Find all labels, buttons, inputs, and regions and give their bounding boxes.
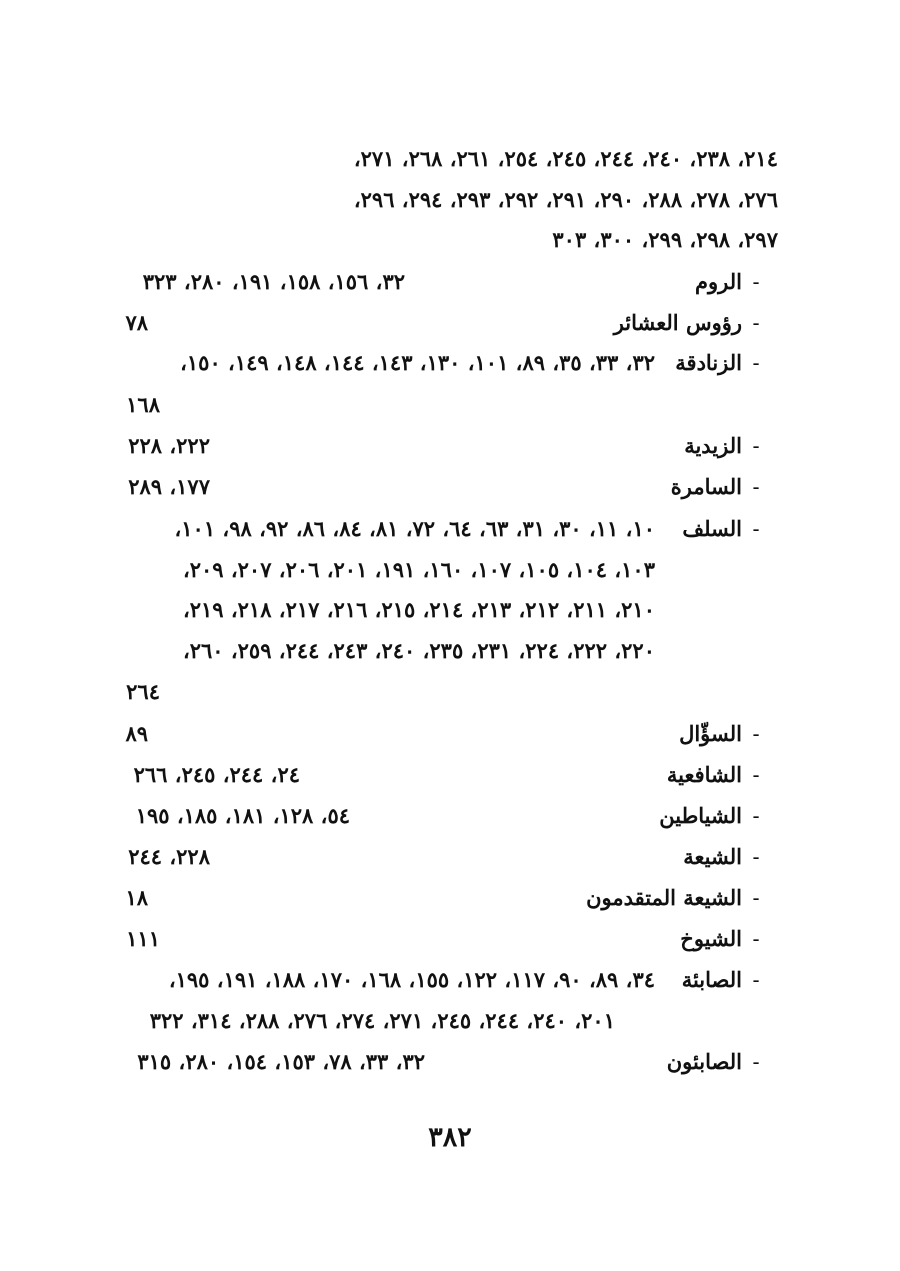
entry-term: الصابئون	[666, 1049, 742, 1074]
entry-dash: -	[752, 434, 760, 458]
entry-term: السؤّال	[679, 721, 742, 746]
index-entry	[0, 881, 900, 915]
entry-term: الشيعة المتقدمون	[586, 885, 742, 910]
index-entry	[0, 922, 900, 956]
entry-dash: -	[752, 886, 760, 910]
entry-term: الشيعة	[683, 844, 742, 869]
entry-dash: -	[752, 722, 760, 746]
index-line	[0, 553, 900, 587]
entry-term: الصابئة	[681, 967, 742, 992]
page-references: ٧٨	[125, 310, 148, 335]
page-number: ٣٨٢	[428, 1122, 472, 1153]
index-line	[0, 1004, 900, 1038]
entry-term: الشيوخ	[680, 926, 742, 951]
page-references: ٢٤، ٢٤٤، ٢٤٥، ٢٦٦	[133, 762, 300, 787]
page-references: ١٠، ١١، ٣٠، ٣١، ٦٣، ٦٤، ٧٢، ٨١، ٨٤، ٨٦، ٩٢، ٩٨، ١٠١،	[174, 516, 655, 541]
entry-term: الزنادقة	[675, 350, 742, 375]
entry-dash: -	[752, 270, 760, 294]
entry-term: الزيدية	[684, 433, 742, 458]
page-references: ٢٢٢، ٢٢٨	[128, 433, 210, 458]
index-entry	[0, 346, 900, 380]
page-references: ٢٢٨، ٢٤٤	[128, 844, 210, 869]
entry-term: الشافعية	[666, 762, 742, 787]
entry-dash: -	[752, 968, 760, 992]
page-references: ١٨	[125, 885, 148, 910]
index-line	[0, 675, 900, 709]
index-entry	[0, 758, 900, 792]
entry-term: السلف	[682, 516, 742, 541]
page-references: ٣٢، ١٥٦، ١٥٨، ١٩١، ٢٨٠، ٣٢٣	[142, 269, 405, 294]
page-references: ١٦٨	[126, 392, 160, 417]
page-references: ٢٦٤	[126, 679, 160, 704]
index-line	[0, 593, 900, 627]
entry-dash: -	[752, 311, 760, 335]
index-entry	[0, 1045, 900, 1079]
index-line	[0, 223, 900, 257]
page-references: ٢٩٧، ٢٩٨، ٢٩٩، ٣٠٠، ٣٠٣	[552, 227, 778, 252]
page-references: ٢٢٠، ٢٢٢، ٢٢٤، ٢٣١، ٢٣٥، ٢٤٠، ٢٤٣، ٢٤٤، ٢٥٩، ٢٦٠،	[182, 638, 655, 663]
page-references: ٢٧٦، ٢٧٨، ٢٨٨، ٢٩٠، ٢٩١، ٢٩٢، ٢٩٣، ٢٩٤، ٢٩٦،	[353, 187, 778, 212]
entry-dash: -	[752, 927, 760, 951]
page-references: ٥٤، ١٢٨، ١٨١، ١٨٥، ١٩٥	[135, 803, 350, 828]
index-entry	[0, 963, 900, 997]
page-references: ١١١	[126, 926, 160, 951]
entry-dash: -	[752, 351, 760, 375]
entry-term: الشياطين	[659, 803, 742, 828]
index-entry	[0, 306, 900, 340]
page-references: ٢٠١، ٢٤٠، ٢٤٤، ٢٤٥، ٢٧١، ٢٧٤، ٢٧٦، ٢٨٨، ٣١٤، ٣٢٢	[149, 1008, 615, 1033]
index-entry	[0, 799, 900, 833]
index-entry	[0, 512, 900, 546]
index-entry	[0, 429, 900, 463]
page-references: ٢١٠، ٢١١، ٢١٢، ٢١٣، ٢١٤، ٢١٥، ٢١٦، ٢١٧، ٢١٨، ٢١٩،	[182, 597, 655, 622]
entry-term: الروم	[695, 269, 742, 294]
page-references: ١٠٣، ١٠٤، ١٠٥، ١٠٧، ١٦٠، ١٩١، ٢٠١، ٢٠٦، ٢٠٧، ٢٠٩،	[182, 557, 655, 582]
index-entry	[0, 717, 900, 751]
entry-term: رؤوس العشائر	[613, 310, 742, 335]
index-line	[0, 634, 900, 668]
entry-dash: -	[752, 517, 760, 541]
page-references: ٨٩	[125, 721, 148, 746]
entry-term: السامرة	[670, 474, 742, 499]
entry-dash: -	[752, 845, 760, 869]
index-line	[0, 142, 900, 176]
index-line	[0, 388, 900, 422]
page-references: ٣٢، ٣٣، ٣٥، ٨٩، ١٠١، ١٣٠، ١٤٣، ١٤٤، ١٤٨، ١٤٩، ١٥٠،	[180, 350, 655, 375]
index-line	[0, 183, 900, 217]
entry-dash: -	[752, 763, 760, 787]
index-entry	[0, 265, 900, 299]
page-references: ١٧٧، ٢٨٩	[128, 474, 210, 499]
index-entry	[0, 840, 900, 874]
page-references: ٢١٤، ٢٣٨، ٢٤٠، ٢٤٤، ٢٤٥، ٢٥٤، ٢٦١، ٢٦٨، ٢٧١،	[353, 146, 778, 171]
page-references: ٣٤، ٨٩، ٩٠، ١١٧، ١٢٢، ١٥٥، ١٦٨، ١٧٠، ١٨٨، ١٩١، ١٩٥،	[168, 967, 655, 992]
entry-dash: -	[752, 1050, 760, 1074]
page-references: ٣٢، ٣٣، ٧٨، ١٥٣، ١٥٤، ٢٨٠، ٣١٥	[137, 1049, 425, 1074]
index-entry	[0, 470, 900, 504]
entry-dash: -	[752, 475, 760, 499]
entry-dash: -	[752, 804, 760, 828]
